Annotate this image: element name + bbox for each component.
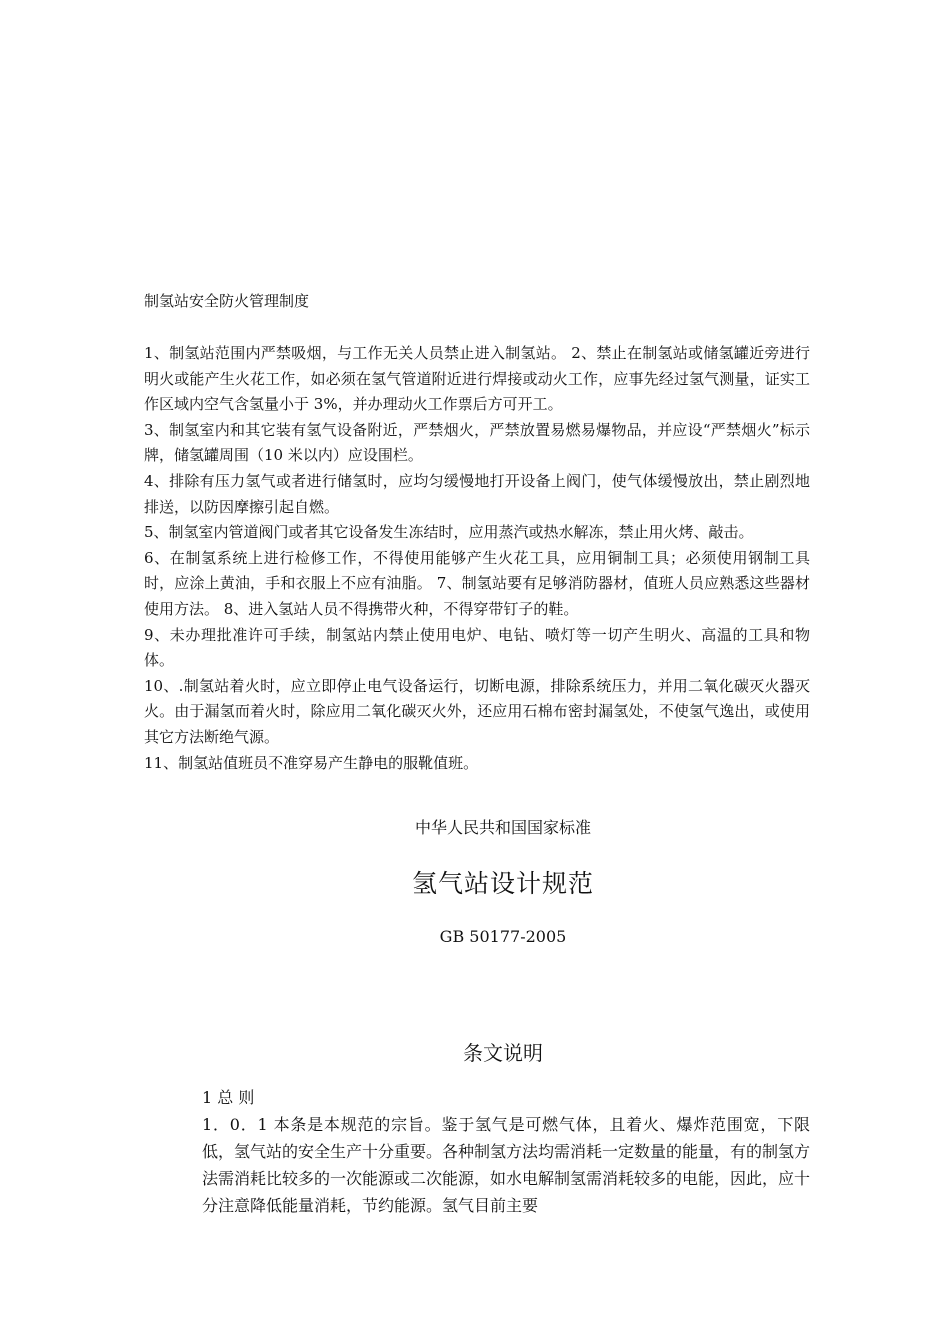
section-title: 条文说明 xyxy=(463,1041,543,1065)
standard-organization: 中华人民共和国国家标准 xyxy=(414,818,591,837)
chapter-heading: 1 总 则 xyxy=(202,1088,255,1107)
regulation-item-4: 4、排除有压力氢气或者进行储氢时，应均匀缓慢地打开设备上阀门，使气体缓慢放出，禁止剧烈地排送，以防因摩擦引起自燃。 xyxy=(144,471,810,516)
regulation-item-5: 5、制氢室内管道阀门或者其它设备发生冻结时，应用蒸汽或热水解冻，禁止用火烤、敲击。 xyxy=(144,523,754,542)
standard-title: 氢气站设计规范 xyxy=(411,869,594,898)
regulation-items xyxy=(144,341,810,776)
clause-paragraph: 1．0．1 本条是本规范的宗旨。鉴于氢气是可燃气体，且着火、爆炸范围宽，下限低，氢气站的安全生产十分重要。各种制氢方法均需消耗一定数量的能量，有的制氢方法需消耗比较多的一次能源或二次能源，如水电解制氢需消耗较多的电能，因此，应十分注意降低能量消耗，节约能源。氢气目前主要 xyxy=(202,1115,811,1215)
explanation-body xyxy=(202,1084,810,1219)
regulation-title: 制氢站安全防火管理制度 xyxy=(144,292,310,310)
regulation-item-11: 11、制氢站值班员不准穿易产生静电的服靴值班。 xyxy=(144,753,479,772)
regulation-item-10: 10、.制氢站着火时，应立即停止电气设备运行，切断电源，排除系统压力，并用二氧化碳灭火器灭火。由于漏氢而着火时，除应用二氧化碳灭火外，还应用石棉布密封漏氢处，不使氢气逸出，或使用其它方法断绝气源。 xyxy=(144,676,810,746)
regulation-item-6-8: 6、在制氢系统上进行检修工作，不得使用能够产生火花工具，应用铜制工具；必须使用钢制工具时，应涂上黄油，手和衣服上不应有油脂。 7、制氢站要有足够消防器材，值班人员应熟悉这些器材使用方法。 8、进入氢站人员不得携带火种，不得穿带钉子的鞋。 xyxy=(144,548,810,618)
standard-code: GB 50177-2005 xyxy=(439,927,567,946)
regulation-item-9: 9、未办理批准许可手续，制氢站内禁止使用电炉、电钻、喷灯等一切产生明火、高温的工具和物体。 xyxy=(144,625,810,670)
regulation-item-1-2: 1、制氢站范围内严禁吸烟，与工作无关人员禁止进入制氢站。 2、禁止在制氢站或储氢罐近旁进行明火或能产生火花工作，如必须在氢气管道附近进行焊接或动火工作，应事先经过氢气测量，证实工作区域内空气含氢量小于 3%，并办理动火工作票后方可开工。 xyxy=(144,344,810,414)
regulation-item-3: 3、制氢室内和其它装有氢气设备附近，严禁烟火，严禁放置易燃易爆物品，并应设“严禁烟火”标示牌，储氢罐周围（10 米以内）应设围栏。 xyxy=(144,420,810,465)
